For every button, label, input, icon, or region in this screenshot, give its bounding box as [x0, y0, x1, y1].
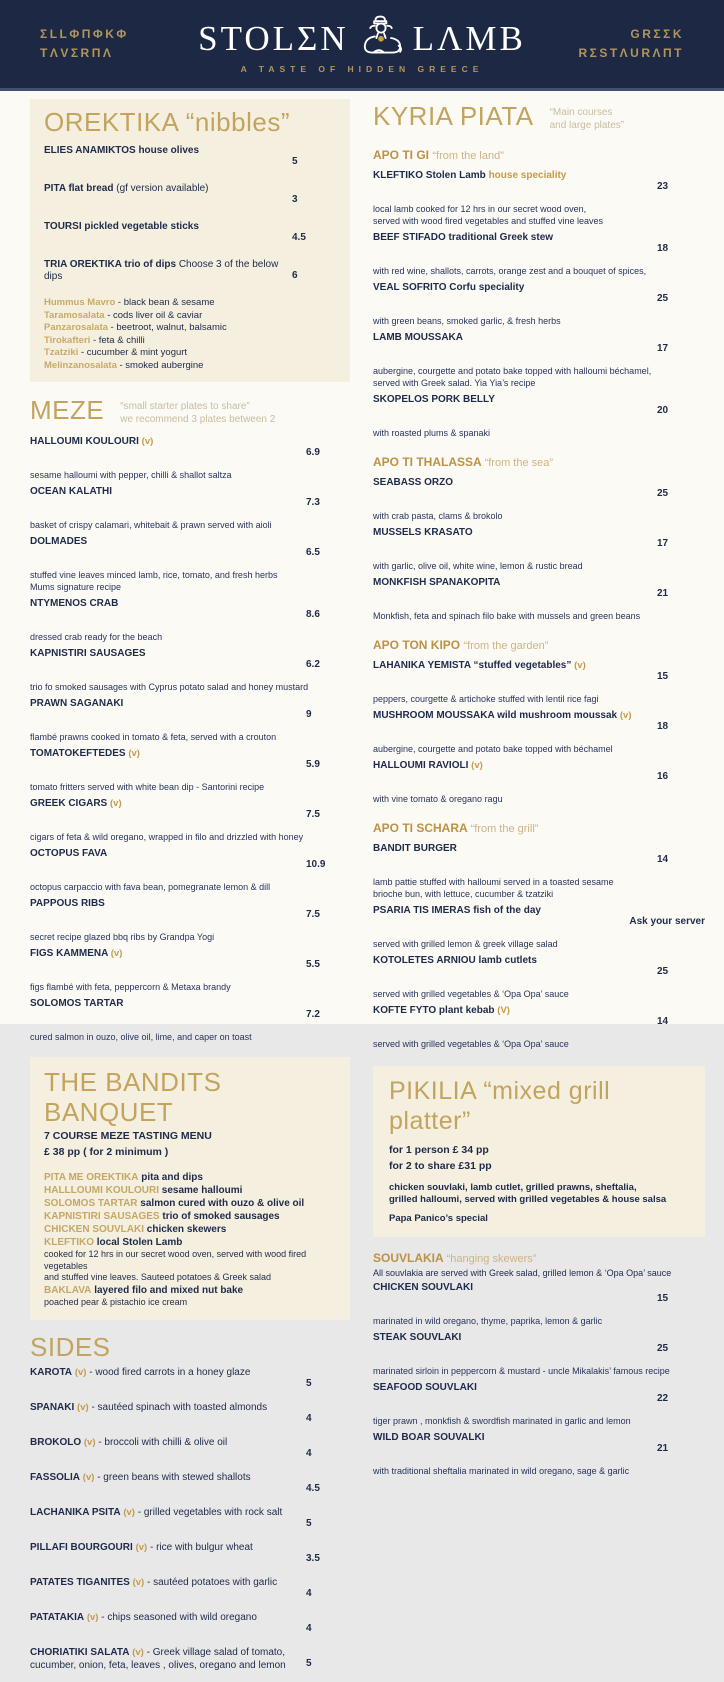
item-name: MUSHROOM MOUSSAKA wild mushroom moussak (v) [373, 710, 632, 721]
item-name: PITA flat bread (gf version available) [44, 183, 209, 194]
course-text: layered filo and mixed nut bake [94, 1284, 244, 1296]
vegetarian-mark: (v) [110, 798, 122, 809]
course-label: HALLLOUMI KOULOURI [44, 1185, 159, 1196]
menu-item [30, 998, 350, 1043]
item-description: with green beans, smoked garlic, & fresh herbs [373, 316, 561, 326]
item-name: LAHANIKA YEMISTA “stuffed vegetables” (v) [373, 660, 586, 671]
menu-item [373, 905, 705, 950]
item-description: cured salmon in ouzo, olive oil, lime, and caper on toast [30, 1032, 252, 1042]
course-sub: cooked for 12 hrs in our secret wood oven, served with wood fired vegetables [44, 1249, 307, 1271]
item-name: TOURSI pickled vegetable sticks [44, 221, 199, 232]
menu-item [373, 170, 705, 227]
item-price: 5 [306, 1658, 312, 1669]
item-description: with vine tomato & oregano ragu [373, 794, 503, 804]
item-price: 9 [306, 709, 312, 720]
item-name: SKOPELOS PORK BELLY [373, 394, 495, 405]
item-name: HALLOUMI RAVIOLI (v) [373, 760, 483, 771]
dip-item: Panzarosalata - beetroot, walnut, balsamic [44, 322, 227, 333]
item-name: PATATES TIGANITES (v) - sautéed potatoes with garlic [30, 1577, 278, 1588]
menu-item [373, 1382, 705, 1427]
item-name: HALLOUMI KOULOURI (v) [30, 436, 154, 447]
dip-item: Hummus Mavro - black bean & sesame [44, 297, 215, 308]
item-description: tomato fritters served with white bean dip - Santorini recipe [30, 782, 265, 792]
group-land-items [373, 170, 705, 439]
item-price: 7.3 [306, 497, 320, 508]
item-name: TOMATOKEFTEDES (v) [30, 748, 140, 759]
souvlakia-items [373, 1282, 705, 1477]
side-item [30, 1367, 350, 1400]
course-label: KLEFTIKO [44, 1237, 94, 1248]
item-description: served with grilled lemon & greek village salad [373, 939, 558, 949]
item-name: CHICKEN SOUVLAKI [373, 1282, 474, 1293]
item-name: VEAL SOFRITO Corfu speciality [373, 282, 525, 293]
item-description: tiger prawn , monkfish & swordfish marinated in garlic and lemon [373, 1416, 631, 1426]
item-description: served with grilled vegetables & ‘Opa Opa’ sauce [373, 1039, 569, 1049]
item-price: 4 [306, 1588, 312, 1599]
course-sub: poached pear & pistachio ice cream [44, 1296, 188, 1307]
item-name: LACHANIKA PSITA (v) - grilled vegetables with rock salt [30, 1507, 283, 1518]
banquet-courses [44, 1171, 336, 1308]
item-price: 17 [657, 343, 669, 354]
vegetarian-mark: (v) [110, 948, 123, 959]
item-name: PATATAKIA (v) - chips seasoned with wild oregano [30, 1612, 257, 1623]
item-description: with red wine, shallots, carrots, orange zest and a bouquet of spices, [373, 266, 647, 276]
course-item [44, 1197, 336, 1210]
item-price: 25 [657, 966, 669, 977]
course-text: local Stolen Lamb [96, 1237, 183, 1248]
item-price: 14 [657, 1016, 669, 1027]
course-text: sesame halloumi [161, 1185, 243, 1196]
dip-item: Taramosalata - cods liver oil & caviar [44, 309, 203, 321]
menu-item [30, 848, 350, 893]
pikilia-description-2: grilled halloumi, served with grilled vegetables & house salsa [389, 1194, 667, 1205]
item-price: 5.9 [306, 759, 320, 770]
menu-item [373, 282, 705, 327]
dip-item: Melinzanosalata - smoked aubergine [44, 359, 204, 371]
item-description-2: served with Greek salad. Yia Yia’s recipe [373, 378, 536, 388]
item-description: marinated in wild oregano, thyme, paprika, lemon & garlic [373, 1316, 603, 1326]
item-description: trio fo smoked sausages with Cyprus potato salad and honey mustard [30, 682, 309, 692]
item-price: 7.5 [306, 909, 320, 920]
item-description: basket of crispy calamari, whitebait & prawn served with aioli [30, 520, 272, 530]
item-name: BANDIT BURGER [373, 843, 457, 854]
item-description: peppers, courgette & artichoke stuffed with lentil rice fagi [373, 694, 599, 704]
menu-item [373, 1005, 705, 1050]
item-name: SOLOMOS TARTAR [30, 998, 124, 1009]
item-price: 10.9 [306, 859, 326, 870]
item-name: WILD BOAR SOUVALKI [373, 1432, 485, 1443]
menu-item [30, 948, 350, 993]
course-text: chicken skewers [146, 1224, 227, 1235]
item-name: STEAK SOUVLAKI [373, 1332, 462, 1343]
vegetarian-mark: (v) [123, 1507, 135, 1518]
item-name: PILLAFI BOURGOURI (v) - rice with bulgur wheat [30, 1542, 253, 1553]
item-price: 22 [657, 1393, 669, 1404]
item-description: local lamb cooked for 12 hrs in our secret wood oven, [373, 204, 587, 214]
section-bandits-banquet [30, 1057, 350, 1320]
menu-item [30, 648, 350, 693]
course-text: pita and dips [141, 1172, 203, 1183]
lamb-logo-icon [358, 13, 404, 63]
item-price: 18 [657, 243, 669, 254]
item-price: 6.2 [306, 659, 320, 670]
group-heading-sea: APO TI THALASSA “from the sea” [373, 455, 554, 469]
item-name: SPANAKI (v) - sautéed spinach with toasted almonds [30, 1402, 268, 1413]
section-kyria-piata [373, 101, 705, 1050]
item-price: 25 [657, 488, 669, 499]
item-name: DOLMADES [30, 536, 88, 547]
group-garden-items [373, 660, 705, 805]
course-item [44, 1184, 336, 1197]
item-description-2: brioche bun, with lettuce, cucumber & tzatziki [373, 889, 554, 899]
menu-item [373, 1282, 705, 1327]
item-name: OCEAN KALATHI [30, 486, 113, 497]
pikilia-price-1: for 1 person £ 34 pp [389, 1144, 489, 1156]
item-description: with garlic, olive oil, white wine, lemon & rustic bread [373, 561, 583, 571]
item-price: 5 [292, 156, 298, 167]
taverna-line2: TΛVΣRΠΛ [40, 46, 114, 61]
item-description: with roasted plums & spanaki [373, 428, 491, 438]
item-price: 5 [306, 1378, 312, 1389]
item-price: 6 [292, 270, 298, 281]
item-price: 18 [657, 721, 669, 732]
course-item [44, 1236, 336, 1284]
item-name: MONKFISH SPANAKOPITA [373, 577, 501, 588]
menu-item [30, 536, 350, 593]
item-name: FASSOLIA (v) - green beans with stewed shallots [30, 1472, 251, 1483]
course-label: CHICKEN SOUVLAKI [44, 1224, 145, 1235]
menu-item [373, 477, 705, 522]
side-item [30, 1612, 350, 1645]
item-price: 6.9 [306, 447, 320, 458]
course-label: BAKLAVA [44, 1284, 92, 1296]
taverna-line1: ΣLLΦΠΦKΦ [40, 27, 129, 41]
vegetarian-mark: (v) [132, 1577, 145, 1588]
item-name: NTYMENOS CRAB [30, 598, 119, 609]
pikilia-description: chicken souvlaki, lamb cutlet, grilled prawns, sheftalia, [389, 1182, 637, 1193]
item-name: OCTOPUS FAVA [30, 848, 108, 859]
souvlakia-heading: SOUVLAKIA “hanging skewers” [373, 1251, 537, 1265]
item-price: 5.5 [306, 959, 320, 970]
vegetarian-mark: (v) [74, 1367, 87, 1378]
course-label: KAPNISTIRI SAUSAGES [44, 1211, 160, 1222]
restaurant-label [578, 25, 684, 63]
menu-item [30, 436, 350, 481]
item-price: 3.5 [306, 1553, 320, 1564]
item-name: GREEK CIGARS (v) [30, 798, 122, 809]
item-name: PSARIA TIS IMERAS fish of the day [373, 905, 541, 916]
menu-item [44, 221, 336, 254]
course-item [44, 1171, 336, 1184]
item-price: 25 [657, 293, 669, 304]
item-price: 25 [657, 1343, 669, 1354]
item-price: 21 [657, 588, 669, 599]
side-item [30, 1402, 350, 1435]
sides-title: SIDES [30, 1332, 111, 1362]
item-name: KOTOLETES ARNIOU lamb cutlets [373, 955, 537, 966]
section-sides [30, 1332, 350, 1680]
vegetarian-mark: (v) [135, 1542, 148, 1553]
item-description: secret recipe glazed bbq ribs by Grandpa Yogi [30, 932, 215, 942]
item-name: FIGS KAMMENA (v) [30, 948, 123, 959]
item-name: SEAFOOD SOUVLAKI [373, 1382, 477, 1393]
meze-subtitle: “small starter plates to share” we recommend 3 plates between 2 [120, 401, 276, 425]
vegetarian-mark: (v) [132, 1647, 144, 1658]
course-text: salmon cured with ouzo & olive oil [140, 1198, 305, 1209]
course-item [44, 1223, 336, 1236]
menu-item [44, 145, 336, 178]
item-price: 14 [657, 854, 669, 865]
pikilia-title: PIKILIA “mixed grill platter” [389, 1077, 611, 1135]
pikilia-price-2: for 2 to share £31 pp [389, 1160, 492, 1172]
menu-item [373, 577, 705, 622]
kyria-title: KYRIA PIATA [373, 101, 534, 131]
menu-item [373, 232, 705, 277]
item-name: PAPPOUS RIBS [30, 898, 105, 909]
item-name: KAROTA (v) - wood fired carrots in a honey glaze [30, 1367, 251, 1378]
menu-item-trio [44, 259, 336, 292]
item-name: KAPNISTIRI SAUSAGES [30, 648, 146, 659]
menu-item [44, 183, 336, 216]
souvlakia-note: All souvlakia are served with Greek salad, grilled lemon & ‘Opa Opa’ sauce [373, 1268, 672, 1278]
item-price: 8.6 [306, 609, 320, 620]
course-item [44, 1210, 336, 1223]
pikilia-note: Papa Panico’s special [389, 1213, 488, 1224]
item-description-2: served with wood fired vegetables and stuffed vine leaves [373, 216, 603, 226]
item-price: 4 [306, 1448, 312, 1459]
item-price: 4.5 [292, 232, 306, 243]
item-price: 7.5 [306, 809, 320, 820]
menu-item [373, 527, 705, 572]
tagline: A TASTE OF HIDDEN GREECE [240, 64, 484, 74]
group-grill-items [373, 843, 705, 1050]
course-item [44, 1284, 336, 1309]
item-description: with crab pasta, clams & brokolo [373, 511, 503, 521]
banquet-title: THE BANDITS BANQUET [44, 1067, 222, 1127]
vegetarian-mark: (v) [574, 660, 586, 671]
vegetarian-mark: (v) [619, 710, 632, 721]
menu-item [30, 798, 350, 843]
item-name: KLEFTIKO Stolen Lamb house speciality [373, 170, 567, 181]
course-label: SOLOMOS TARTAR [44, 1198, 138, 1209]
group-heading-garden: APO TON KIPO “from the garden” [373, 638, 549, 652]
vegetarian-mark: (v) [141, 436, 154, 447]
speciality-tag: house speciality [488, 170, 567, 181]
item-name: BEEF STIFADO traditional Greek stew [373, 232, 554, 243]
orektika-items [44, 145, 336, 254]
item-price: 7.2 [306, 1009, 320, 1020]
menu-item [373, 660, 705, 705]
side-item [30, 1472, 350, 1505]
group-heading-grill: APO TI SCHARA “from the grill” [373, 821, 539, 835]
masthead [0, 0, 724, 91]
menu-item [30, 698, 350, 743]
vegetarian-mark: (V) [497, 1005, 510, 1016]
vegetarian-mark: (v) [77, 1402, 89, 1413]
menu-item [373, 394, 705, 439]
vegetarian-mark: (v) [83, 1437, 96, 1448]
meze-items [30, 436, 350, 1043]
sides-items [30, 1367, 350, 1680]
item-price: 6.5 [306, 547, 320, 558]
orektika-title: OREKTIKA “nibbles” [44, 107, 290, 137]
item-price: 20 [657, 405, 669, 416]
item-description: sesame halloumi with pepper, chilli & shallot saltza [30, 470, 232, 480]
item-price: 15 [657, 671, 669, 682]
item-description: stuffed vine leaves minced lamb, rice, tomato, and fresh herbs [30, 570, 278, 580]
group-sea-items [373, 477, 705, 622]
menu-item [373, 955, 705, 1000]
item-description: Monkfish, feta and spinach filo bake with mussels and green beans [373, 611, 641, 621]
side-item [30, 1437, 350, 1470]
meze-header [30, 395, 350, 426]
menu-content [0, 91, 724, 1682]
menu-item [373, 332, 705, 389]
section-orektika [30, 99, 350, 382]
menu-item [373, 843, 705, 900]
menu-item [373, 760, 705, 805]
item-description: aubergine, courgette and potato bake topped with béchamel [373, 744, 613, 754]
item-name: SEABASS ORZO [373, 477, 454, 488]
item-price: 3 [292, 194, 298, 205]
menu-item [373, 710, 705, 755]
item-description: aubergine, courgette and potato bake topped with halloumi béchamel, [373, 366, 652, 376]
menu-item [30, 486, 350, 531]
item-description: lamb pattie stuffed with halloumi served in a toasted sesame [373, 877, 614, 887]
section-meze [30, 395, 350, 1043]
item-description: dressed crab ready for the beach [30, 632, 163, 642]
vegetarian-mark: (v) [471, 760, 483, 771]
item-name: LAMB MOUSSAKA [373, 332, 463, 343]
item-price: 4 [306, 1413, 312, 1424]
dip-item: Tirokafteri - feta & chilli [44, 334, 145, 346]
section-souvlakia [373, 1251, 705, 1477]
side-item [30, 1647, 350, 1680]
item-description: flambé prawns cooked in tomato & feta, served with a crouton [30, 732, 277, 742]
item-description: octopus carpaccio with fava bean, pomegranate lemon & dill [30, 882, 271, 892]
item-description: served with grilled vegetables & ‘Opa Opa’ sauce [373, 989, 569, 999]
kyria-subtitle: “Main courses and large plates” [549, 107, 625, 131]
item-price: 4 [306, 1623, 312, 1634]
item-name: TRIA OREKTIKA trio of dips Choose 3 of the below dips [44, 259, 279, 282]
item-price: 15 [657, 1293, 669, 1304]
left-column [30, 99, 350, 1682]
item-description: cigars of feta & wild oregano, wrapped in filo and drizzled with honey [30, 832, 304, 842]
vegetarian-mark: (v) [128, 748, 140, 759]
course-label: PITA ME OREKTIKA [44, 1172, 139, 1183]
item-name: ELIES ANAMIKTOS house olives [44, 145, 200, 156]
item-name: KOFTE FYTO plant kebab (V) [373, 1005, 510, 1016]
item-description: with traditional sheftalia marinated in wild oregano, sage & garlic [373, 1466, 630, 1476]
item-price: 23 [657, 181, 669, 192]
item-name: MUSSELS KRASATO [373, 527, 473, 538]
meze-title: MEZE [30, 395, 105, 425]
item-name: PRAWN SAGANAKI [30, 698, 124, 709]
menu-item [30, 598, 350, 643]
banquet-price: £ 38 pp ( for 2 minimum ) [44, 1146, 169, 1158]
menu-item [373, 1332, 705, 1377]
menu-item [30, 898, 350, 943]
kyria-header [373, 101, 705, 132]
item-description: figs flambé with feta, peppercorn & Metaxa brandy [30, 982, 231, 992]
restaurant-line1: GRΣΣK [630, 27, 684, 41]
vegetarian-mark: (v) [86, 1612, 99, 1623]
menu-item [373, 1432, 705, 1477]
course-text: trio of smoked sausages [162, 1211, 280, 1222]
vegetarian-mark: (v) [82, 1472, 95, 1483]
item-price: 17 [657, 538, 669, 549]
side-item [30, 1542, 350, 1575]
banquet-subtitle: 7 COURSE MEZE TASTING MENU [44, 1130, 212, 1142]
section-pikilia [373, 1066, 705, 1237]
item-name: CHORIATIKI SALATA (v) - Greek village salad of tomato, cucumber, onion, feta, leaves , olives, oregano and lemon [30, 1647, 286, 1671]
orektika-dips [44, 297, 336, 372]
brand-right: LΛMB [412, 18, 526, 58]
item-name: BROKOLO (v) - broccoli with chilli & olive oil [30, 1437, 228, 1448]
item-price: 5 [306, 1518, 312, 1529]
brand-left: STOLΣN [198, 18, 349, 58]
item-price: 21 [657, 1443, 669, 1454]
course-sub-2: and stuffed vine leaves. Sauteed potatoes & Greek salad [44, 1272, 271, 1282]
item-description-2: Mums signature recipe [30, 582, 122, 592]
right-column [373, 99, 705, 1682]
item-price: Ask your server [629, 916, 705, 927]
item-description: marinated sirloin in peppercorn & mustard - uncle Mikalakis’ famous recipe [373, 1366, 670, 1376]
menu-item [30, 748, 350, 793]
dip-item: Tzatziki - cucumber & mint yogurt [44, 347, 188, 358]
item-price: 4.5 [306, 1483, 320, 1494]
side-item [30, 1507, 350, 1540]
group-heading-land: APO TI GI “from the land” [373, 148, 504, 162]
item-price: 16 [657, 771, 669, 782]
side-item [30, 1577, 350, 1610]
restaurant-line2: RΣSTΛURΛΠT [578, 46, 684, 61]
